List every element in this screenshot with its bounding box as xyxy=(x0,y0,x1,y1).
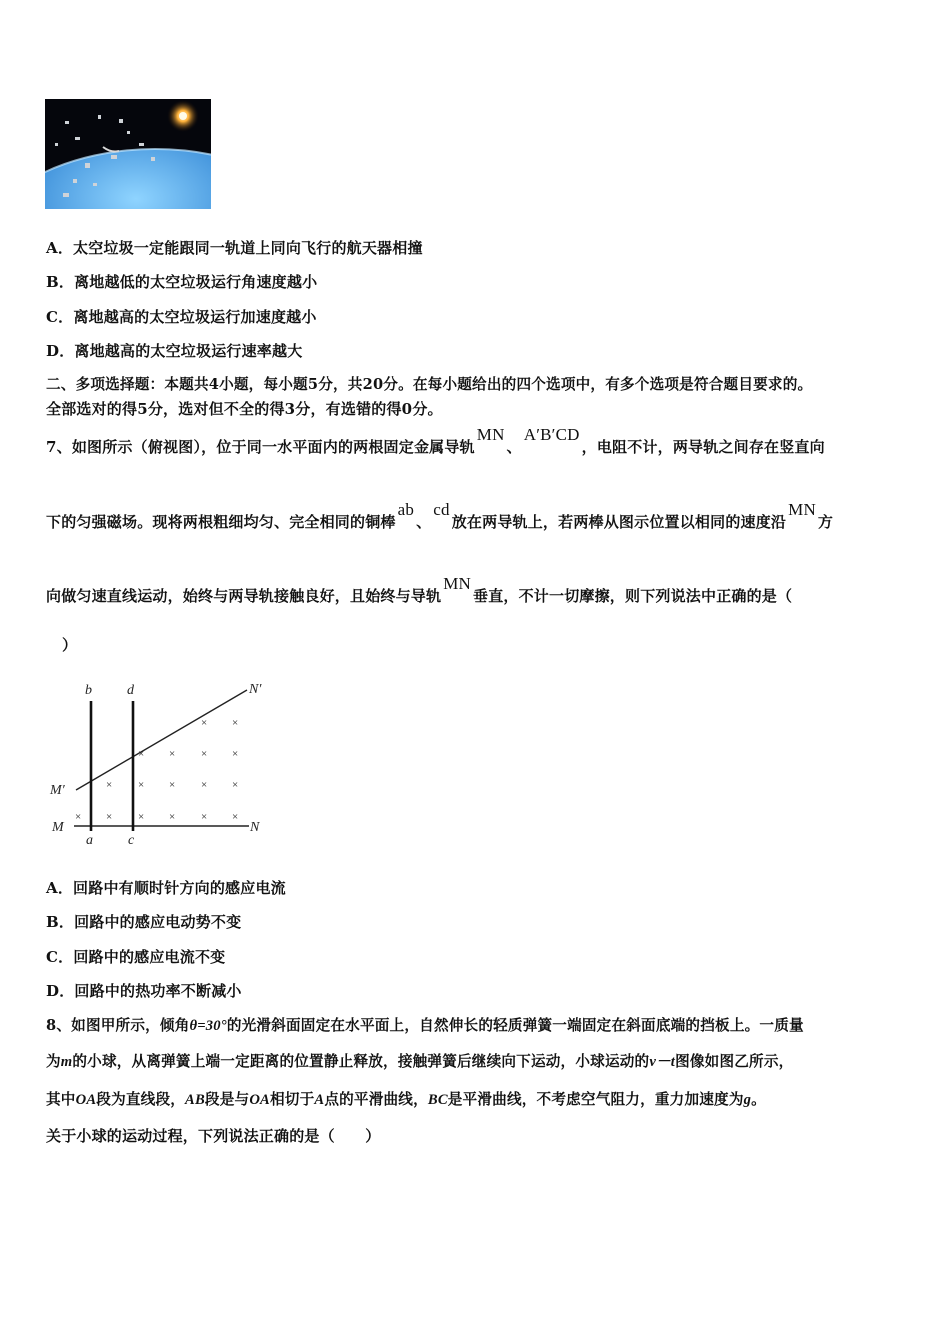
label-b: b xyxy=(85,683,92,698)
q7-option-d: D．回路中的热功率不断减小 xyxy=(46,982,242,1000)
q7-rails-figure xyxy=(44,676,274,851)
q7-symbol-mn-2: MN xyxy=(788,500,816,519)
q8-mass-symbol: m xyxy=(60,1054,73,1070)
field-cross: × xyxy=(201,779,208,791)
q8-symbol-oa-2: OA xyxy=(249,1092,270,1108)
rail-m-prime-n-prime xyxy=(76,690,247,790)
q8-text-part1: 8、如图甲所示，倾角 xyxy=(46,1017,190,1034)
q8-line2 xyxy=(46,1050,793,1071)
section2-instruction-line1: 二、多项选择题：本题共4小题，每小题5分，共20分。在每小题给出的四个选项中，有多个选项是符合题目要求的。 xyxy=(46,376,813,393)
field-cross: × xyxy=(106,811,113,823)
q8-text-part3: 为 xyxy=(46,1053,61,1070)
q7-separator: 、 xyxy=(506,438,522,456)
field-cross: × xyxy=(169,748,176,760)
q6-option-a: A．太空垃圾一定能跟同一轨道上同向飞行的航天器相撞 xyxy=(46,239,423,257)
q8-symbol-ab: AB xyxy=(185,1092,205,1108)
field-cross: × xyxy=(232,748,239,760)
q8-text-part4: 的小球，从离弹簧上端一定距离的位置静止释放，接触弹簧后继续向下运动，小球运动的 xyxy=(72,1053,650,1070)
q7-symbol-abcd: A′B′CD xyxy=(523,425,580,444)
q8-symbol-oa: OA xyxy=(75,1092,97,1108)
field-cross: × xyxy=(201,717,208,729)
field-cross: × xyxy=(138,779,145,791)
label-c: c xyxy=(128,833,135,848)
q7-symbol-mn: MN xyxy=(476,425,505,444)
q7-line4: ） xyxy=(62,636,78,654)
q7-text-part3: 下的匀强磁场。现将两根粗细均匀、完全相同的铜棒 xyxy=(46,513,396,531)
label-a: a xyxy=(86,833,93,848)
q6-option-b: B．离地越低的太空垃圾运行角速度越小 xyxy=(46,273,318,291)
q6-option-c: C．离地越高的太空垃圾运行加速度越小 xyxy=(46,308,317,326)
section2-instruction-line2: 全部选对的得5分，选对但不全的得3分，有选错的得0分。 xyxy=(46,400,443,418)
q7-line3 xyxy=(46,574,793,606)
q7-separator-2: 、 xyxy=(416,513,432,531)
q7-text-part1: 7、如图所示（俯视图），位于同一水平面内的两根固定金属导轨 xyxy=(46,438,475,456)
space-debris-image xyxy=(45,99,211,209)
label-m: M xyxy=(52,820,64,835)
q8-text-part10: 点的平滑曲线， xyxy=(324,1091,428,1108)
q8-text-part8: 段是与 xyxy=(204,1091,250,1108)
q8-text-part6: 其中 xyxy=(46,1091,76,1108)
field-cross: × xyxy=(201,748,208,760)
q8-text-part12: 。 xyxy=(751,1091,766,1108)
q7-line2 xyxy=(46,500,834,532)
q8-text-part11: 是平滑曲线，不考虑空气阻力，重力加速度为 xyxy=(447,1091,744,1108)
q8-line1 xyxy=(46,1014,804,1035)
q7-option-b: B．回路中的感应电动势不变 xyxy=(46,913,242,931)
q7-line1 xyxy=(46,425,825,457)
q7-symbol-mn-3: MN xyxy=(443,574,471,593)
q8-symbol-a: A xyxy=(314,1092,325,1108)
field-cross: × xyxy=(138,811,145,823)
q7-text-part4: 放在两导轨上，若两棒从图示位置以相同的速度沿 xyxy=(451,513,787,531)
q6-option-d: D．离地越高的太空垃圾运行速率越大 xyxy=(46,342,303,360)
q7-text-part5: 方 xyxy=(817,513,834,531)
field-cross: × xyxy=(106,779,113,791)
q8-symbol-bc: BC xyxy=(427,1092,448,1108)
q7-text-part7: 垂直，不计一切摩擦，则下列说法中正确的是（ xyxy=(473,587,793,605)
field-cross: × xyxy=(169,811,176,823)
field-cross: × xyxy=(232,779,239,791)
q8-line3 xyxy=(46,1088,766,1109)
field-cross: × xyxy=(201,811,208,823)
q8-angle: θ=30° xyxy=(189,1018,227,1034)
field-cross: × xyxy=(75,811,82,823)
q7-option-a: A．回路中有顺时针方向的感应电流 xyxy=(46,879,286,897)
q8-line4: 关于小球的运动过程，下列说法正确的是（ ） xyxy=(46,1127,381,1145)
label-d: d xyxy=(127,683,134,698)
field-cross: × xyxy=(232,717,239,729)
q8-text-part2: 的光滑斜面固定在水平面上，自然伸长的轻质弹簧一端固定在斜面底端的挡板上。一质量 xyxy=(226,1017,804,1034)
label-n: N xyxy=(250,820,260,835)
q7-text-part6: 向做匀速直线运动，始终与两导轨接触良好，且始终与导轨 xyxy=(46,587,442,605)
q8-text-part5: 图像如图乙所示， xyxy=(675,1053,794,1070)
q8-text-part9: 相切于 xyxy=(270,1091,315,1108)
q7-symbol-ab: ab xyxy=(397,500,415,519)
q8-symbol-g: g xyxy=(743,1092,752,1108)
field-cross: × xyxy=(232,811,239,823)
q8-vt-symbol: v－t xyxy=(649,1054,676,1070)
q8-text-part7: 段为直线段， xyxy=(96,1091,186,1108)
q7-text-part2: ，电阻不计，两导轨之间存在竖直向 xyxy=(581,438,825,456)
field-cross: × xyxy=(169,779,176,791)
magnetic-field-marks xyxy=(75,717,238,823)
field-cross: × xyxy=(138,748,145,760)
q7-option-c: C．回路中的感应电流不变 xyxy=(46,948,226,966)
label-n-prime: N′ xyxy=(249,682,262,697)
rails-diagram xyxy=(44,676,274,851)
q7-symbol-cd: cd xyxy=(433,500,450,519)
label-m-prime: M′ xyxy=(50,783,65,798)
earth-orbit-illustration xyxy=(45,99,211,209)
